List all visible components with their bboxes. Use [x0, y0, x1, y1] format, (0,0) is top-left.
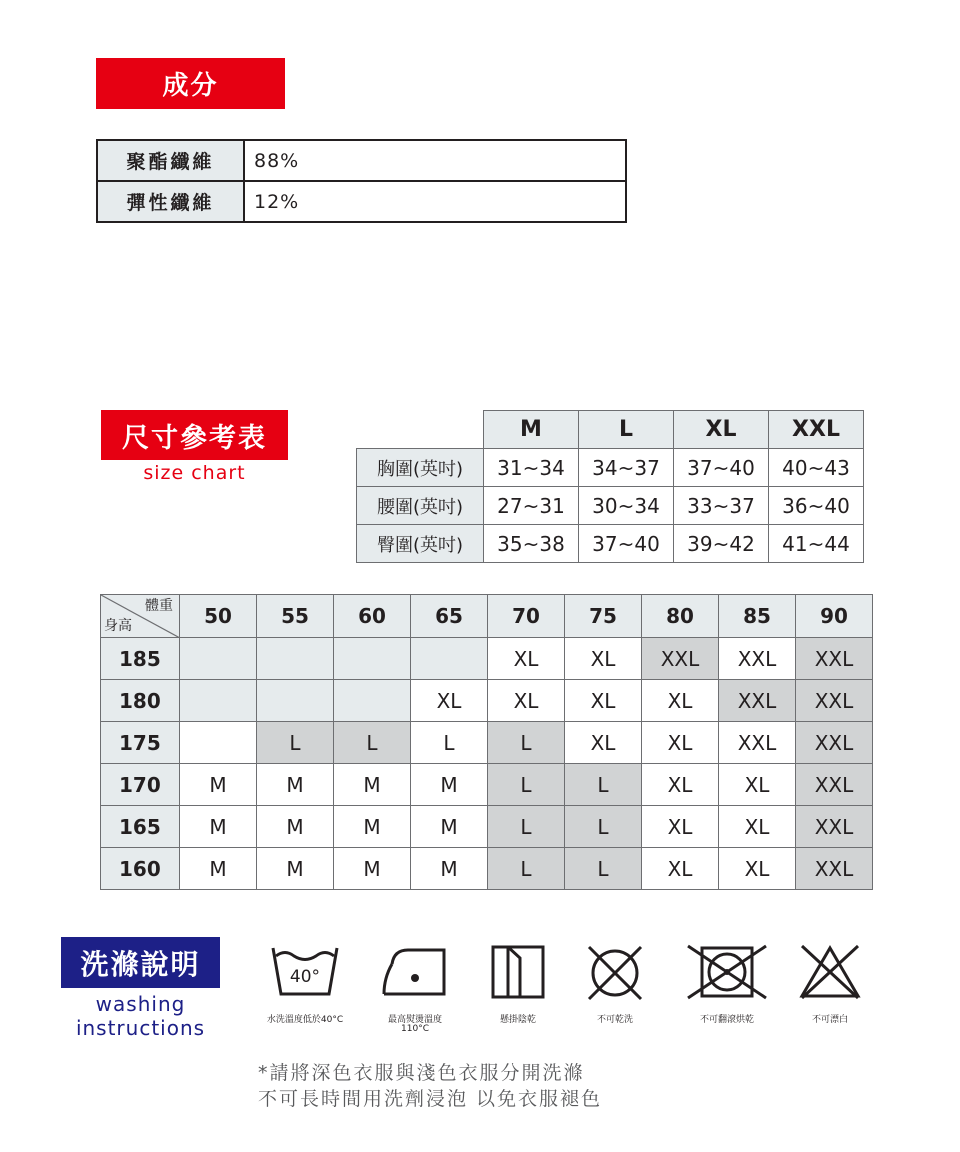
fit-size-cell: XXL [719, 638, 796, 680]
fit-size-cell: XL [411, 680, 488, 722]
weight-header: 85 [719, 595, 796, 638]
fit-size-cell: M [334, 848, 411, 890]
height-label: 175 [101, 722, 180, 764]
fit-size-cell [257, 638, 334, 680]
measurement-row [357, 487, 864, 525]
fit-size-cell: XL [719, 806, 796, 848]
fit-size-cell [334, 680, 411, 722]
weight-header-row [101, 595, 873, 638]
grid-corner [101, 595, 180, 638]
fit-size-cell: M [334, 764, 411, 806]
fit-size-cell: XXL [719, 680, 796, 722]
fit-size-cell [180, 680, 257, 722]
fit-size-cell: XL [565, 680, 642, 722]
fit-grid-row [101, 764, 873, 806]
fit-size-cell: XL [719, 764, 796, 806]
measurement-label: 腰圍(英吋) [357, 487, 484, 525]
fit-size-cell: XXL [796, 806, 873, 848]
size-chart-title: 尺寸參考表 [101, 410, 288, 460]
size-header: L [579, 411, 674, 449]
weight-header: 70 [488, 595, 565, 638]
corner-weight-label: 體重 [145, 598, 173, 614]
fit-size-cell: XL [719, 848, 796, 890]
fit-size-cell: L [488, 764, 565, 806]
fit-size-cell [334, 638, 411, 680]
weight-header: 55 [257, 595, 334, 638]
measurement-value: 35~38 [484, 525, 579, 563]
weight-header: 80 [642, 595, 719, 638]
size-header: XL [674, 411, 769, 449]
washing-subtitle: washing [95, 992, 186, 1016]
fit-size-cell: XXL [796, 764, 873, 806]
measurement-value: 36~40 [769, 487, 864, 525]
fit-grid-row [101, 806, 873, 848]
no-bleach-icon [796, 942, 864, 1002]
fit-size-cell: XXL [796, 680, 873, 722]
fit-size-cell: L [411, 722, 488, 764]
fit-size-cell: M [180, 806, 257, 848]
no-tumble-dry-icon [684, 942, 770, 1002]
weight-header: 90 [796, 595, 873, 638]
measurement-value: 37~40 [579, 525, 674, 563]
material-percent: 12% [244, 181, 626, 222]
size-header: M [484, 411, 579, 449]
fit-grid-row [101, 638, 873, 680]
fit-size-cell [180, 638, 257, 680]
material-name: 聚酯纖維 [97, 140, 244, 181]
fit-size-cell: L [334, 722, 411, 764]
height-label: 185 [101, 638, 180, 680]
measurement-value: 30~34 [579, 487, 674, 525]
size-header-row [357, 411, 864, 449]
fit-size-cell: L [488, 722, 565, 764]
corner-height-label: 身高 [104, 618, 132, 634]
fit-size-cell: L [565, 764, 642, 806]
fit-size-cell: XL [488, 680, 565, 722]
fit-size-cell: XL [565, 638, 642, 680]
fit-grid-table [100, 594, 873, 890]
fit-size-cell: XL [642, 848, 719, 890]
fit-size-cell: XL [488, 638, 565, 680]
fit-size-cell: L [488, 848, 565, 890]
fit-size-cell: M [334, 806, 411, 848]
washing-subtitle-2: instructions [75, 1016, 206, 1040]
fit-size-cell [411, 638, 488, 680]
icon-caption-temp: 110°C [401, 1024, 429, 1034]
composition-title: 成分 [96, 58, 285, 109]
fit-size-cell: M [257, 806, 334, 848]
fit-size-cell: XL [565, 722, 642, 764]
measurement-value: 40~43 [769, 449, 864, 487]
fit-size-cell: XL [642, 806, 719, 848]
icon-caption: 懸掛陰乾 [499, 1015, 536, 1025]
header-blank [357, 411, 484, 449]
fit-size-cell [257, 680, 334, 722]
composition-row [97, 140, 626, 181]
composition-table [96, 139, 627, 223]
fit-size-cell: M [257, 764, 334, 806]
composition-row [97, 181, 626, 222]
measurement-value: 41~44 [769, 525, 864, 563]
measurement-value: 37~40 [674, 449, 769, 487]
measurement-row [357, 449, 864, 487]
fit-size-cell: M [180, 848, 257, 890]
measurement-value: 33~37 [674, 487, 769, 525]
height-label: 160 [101, 848, 180, 890]
height-label: 180 [101, 680, 180, 722]
weight-header: 60 [334, 595, 411, 638]
washing-note [258, 1060, 602, 1112]
fit-size-cell: XXL [796, 638, 873, 680]
icon-caption: 不可翻滾烘乾 [699, 1015, 754, 1025]
height-label: 165 [101, 806, 180, 848]
fit-size-cell: M [257, 848, 334, 890]
weight-header: 50 [180, 595, 257, 638]
fit-size-cell: XXL [796, 848, 873, 890]
washing-title: 洗滌說明 [61, 937, 220, 988]
fit-size-cell: XXL [719, 722, 796, 764]
note-line: 不可長時間用洗劑浸泡 以免衣服褪色 [258, 1088, 603, 1110]
height-label: 170 [101, 764, 180, 806]
fit-size-cell: M [180, 764, 257, 806]
measurement-label: 臀圍(英吋) [357, 525, 484, 563]
fit-size-cell: XL [642, 680, 719, 722]
material-name: 彈性纖維 [97, 181, 244, 222]
icon-caption: 不可乾洗 [596, 1015, 633, 1025]
icon-caption: 不可漂白 [811, 1015, 848, 1025]
weight-header: 75 [565, 595, 642, 638]
material-percent: 88% [244, 140, 626, 181]
fit-grid-row [101, 722, 873, 764]
measurement-row [357, 525, 864, 563]
fit-size-cell: L [488, 806, 565, 848]
measurement-table [356, 410, 864, 563]
icon-caption: 最高熨燙溫度 [387, 1015, 442, 1025]
fit-size-cell: L [257, 722, 334, 764]
fit-size-cell: XL [642, 764, 719, 806]
size-chart-subtitle: size chart [143, 462, 246, 484]
size-header: XXL [769, 411, 864, 449]
fit-size-cell [180, 722, 257, 764]
fit-grid-row [101, 848, 873, 890]
fit-size-cell: M [411, 848, 488, 890]
wash-tub-icon [270, 944, 340, 1000]
note-line: *請將深色衣服與淺色衣服分開洗滌 [258, 1062, 585, 1084]
icon-caption: 水洗溫度低於40°C [266, 1015, 344, 1025]
fit-size-cell: XXL [642, 638, 719, 680]
measurement-value: 34~37 [579, 449, 674, 487]
fit-grid-row [101, 680, 873, 722]
fit-size-cell: M [411, 764, 488, 806]
fit-size-cell: XXL [796, 722, 873, 764]
iron-icon [380, 944, 448, 998]
measurement-label: 胸圍(英吋) [357, 449, 484, 487]
fit-size-cell: L [565, 806, 642, 848]
no-dry-clean-icon [586, 944, 644, 1002]
measurement-value: 31~34 [484, 449, 579, 487]
fit-size-cell: M [411, 806, 488, 848]
measurement-value: 39~42 [674, 525, 769, 563]
weight-header: 65 [411, 595, 488, 638]
fit-size-cell: L [565, 848, 642, 890]
fit-size-cell: XL [642, 722, 719, 764]
drip-dry-icon [490, 944, 546, 1000]
wash-temp-text: 40° [289, 967, 321, 987]
measurement-value: 27~31 [484, 487, 579, 525]
